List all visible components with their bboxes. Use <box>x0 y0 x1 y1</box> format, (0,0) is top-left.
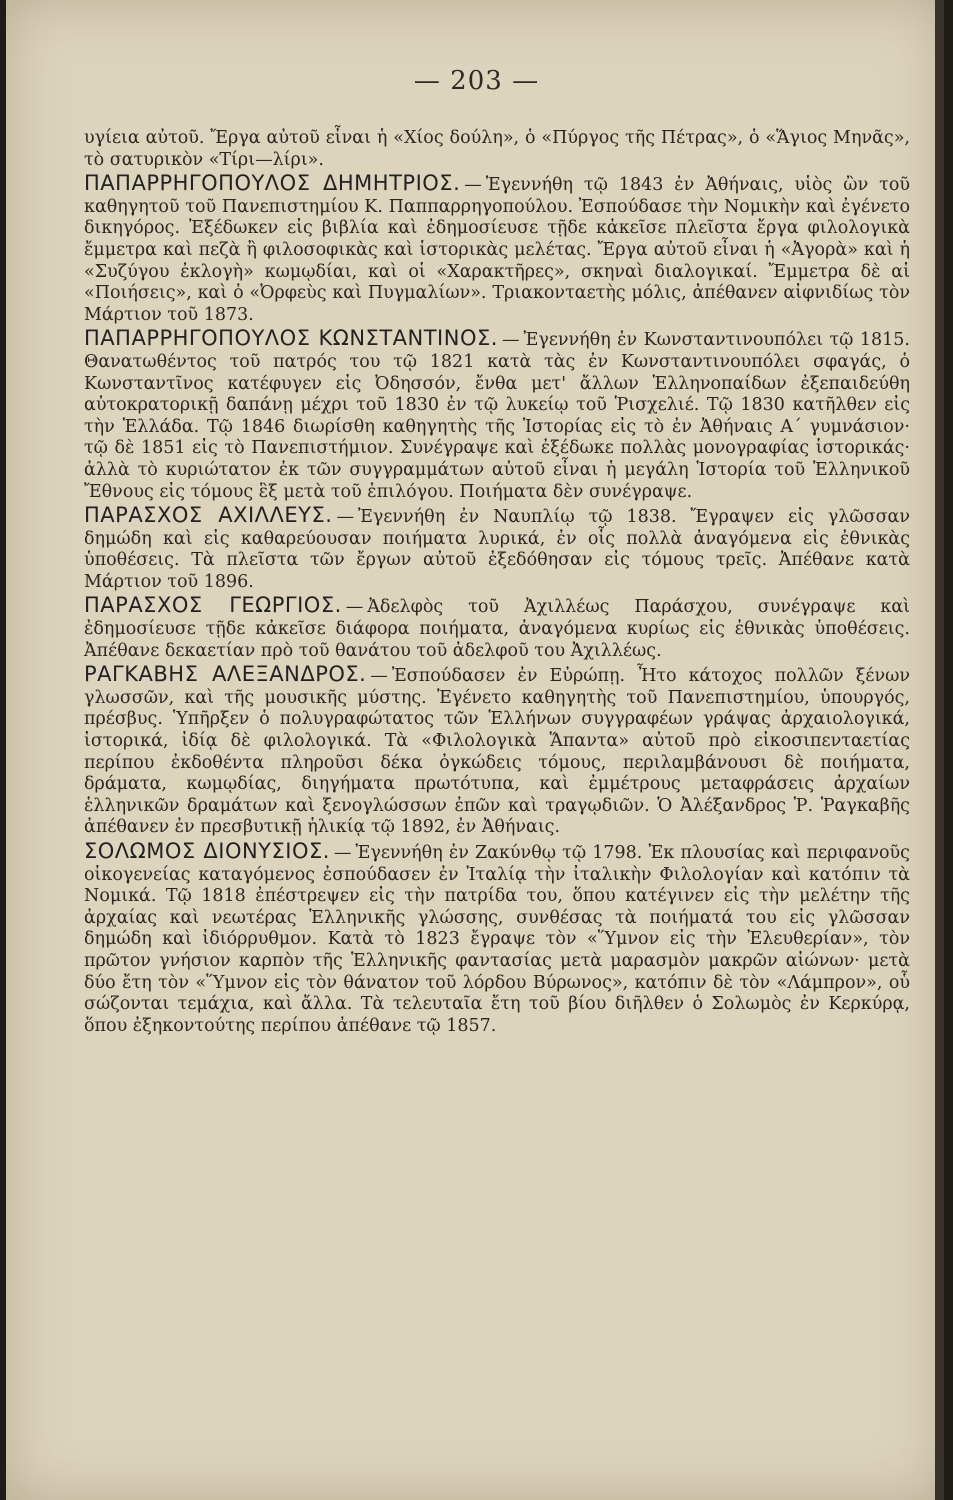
entry-text: Ἐγεννήθη τῷ 1843 ἐν Ἀθήναις, υἱὸς ὢν τοῦ καθηγητοῦ τοῦ Πανεπιστημίου Κ. Παππαρρηγοπούλου. Ἐσπούδασε τὴν Νομικὴν καὶ ἐγένετο δικηγόρος. Ἐξέδωκεν εἰς βιβλία καὶ ἐδημοσίευσε τῇδε κἀκεῖσε πλεῖστα ἔργα φιλολογικὰ ἔμμετρα καὶ πεζὰ ἢ φιλοσοφικὰς καὶ ἱστορικὰς μελέτας. Ἔργα αὐτοῦ εἶναι ἡ «Ἀγορὰ» καὶ ἡ «Συζύγου ἐκλογὴ» κωμῳδίαι, καὶ οἱ «Χαρακτῆρες», σκηναὶ διαλογικαί. Ἔμμετρα δὲ αἱ «Ποιήσεις», καὶ ὁ «Ὀρφεὺς καὶ Πυγμαλίων». Τριακονταετὴς μόλις, ἀπέθανεν αἰφνιδίως τὸν Μάρτιον τοῦ 1873. <box>84 175 910 325</box>
entry-headword: ΠΑΡΑΣΧΟΣ ΓΕΩΡΓΙΟΣ. <box>84 593 342 618</box>
entry-headword: ΠΑΠΑΡΡΗΓΟΠΟΥΛΟΣ ΚΩΝΣΤΑΝΤΙΝΟΣ. <box>84 326 498 351</box>
entry-text: Ἐσπούδασεν ἐν Εὐρώπῃ. Ἦτο κάτοχος πολλῶν ξένων γλωσσῶν, καὶ τῆς μουσικῆς μύστης. Ἐγένετο καθηγητὴς τοῦ Πανεπιστημίου, ὑπουργός, πρέσβυς. Ὑπῆρξεν ὁ πολυγραφώτατος τῶν Ἑλλήνων συγγραφέων γράψας ἀρχαιολογικά, ἱστορικά, ἰδίᾳ δὲ φιλολογικά. Τὰ «Φιλολογικὰ Ἅπαντα» αὐτοῦ πρὸ εἰκοσιπενταετίας περίπου ἐκδοθέντα πληροῦσι δέκα ὀγκώδεις τόμους, περιλαμβάνουσι δὲ ποιήματα, δράματα, κωμῳδίας, διηγήματα πρωτότυπα, καὶ ἐμμέτρους μεταφράσεις ἀρχαίων ἑλληνικῶν δραμάτων καὶ ξενογλώσσων ἐπῶν καὶ τραγῳδιῶν. Ὁ Ἀλέξανδρος Ῥ. Ῥαγκαβῆς ἀπέθανεν ἐν πρεσβυτικῇ ἡλικίᾳ τῷ 1892, ἐν Ἀθήναις. <box>84 666 911 838</box>
entry-text: Ἐγεννήθη ἐν Ναυπλίῳ τῷ 1838. Ἔγραψεν εἰς γλῶσσαν δημώδη καὶ εἰς καθαρεύουσαν ποιήματα λυρικά, ἐν οἷς πολλὰ ἀναγόμενα εἰς ἐθνικὰς ὑποθέσεις. Τὰ πλεῖστα τῶν ἔργων αὐτοῦ ἐξεδόθησαν εἰς τόμους τρεῖς. Ἀπέθανε κατὰ Μάρτιον τοῦ 1896. <box>84 507 911 592</box>
entry-headword: ΡΑΓΚΑΒΗΣ ΑΛΕΞΑΝΔΡΟΣ. <box>84 662 367 687</box>
entry-paraschos-georgios <box>84 595 910 662</box>
page-number: — 203 — <box>413 66 540 96</box>
intro-paragraph: υγίεια αὐτοῦ. Ἔργα αὐτοῦ εἶναι ἡ «Χίος δούλη», ὁ «Πύργος τῆς Πέτρας», ὁ «Ἅγιος Μηνᾶς», τὸ σατυρικὸν «Τίρι—λίρι». <box>84 128 910 170</box>
entry-paparrigopoulos-konstantinos <box>84 328 910 503</box>
entry-separator: — <box>464 175 482 196</box>
entry-text: Ἐγεννήθη ἐν Κωνσταντινουπόλει τῷ 1815. Θανατωθέντος τοῦ πατρός του τῷ 1821 κατὰ τὰς ἐν Κωνσταντινουπόλει σφαγάς, ὁ Κωνσταντῖνος κατέφυγεν εἰς Ὀδησσόν, ἔνθα μετ' ἄλλων Ἑλληνοπαίδων ἐξεπαιδεύθη αὐτοκρατορικῇ δαπάνῃ μέχρι τοῦ 1830 ἐν τῷ λυκείῳ τοῦ Ῥισχελιέ. Τῷ 1830 κατῆλθεν εἰς τὴν Ἑλλάδα. Τῷ 1846 διωρίσθη καθηγητὴς τῆς Ἱστορίας εἰς τὸ ἐν Ἀθήναις Α΄ γυμνάσιον· τῷ δὲ 1851 εἰς τὸ Πανεπιστήμιον. Συνέγραψε καὶ ἐξέδωκε πολλὰς μονογραφίας ἱστορικάς· ἀλλὰ τὸ κυριώτατον ἐκ τῶν συγγραμμάτων αὐτοῦ εἶναι ἡ μεγάλη Ἱστορία τοῦ Ἑλληνικοῦ Ἔθνους εἰς τόμους ἓξ μετὰ τοῦ ἐπιλόγου. Ποιήματα δὲν συνέγραψε. <box>84 330 910 502</box>
entry-paraschos-achilleus <box>84 505 910 593</box>
entry-solomos-dionysios <box>84 841 910 1037</box>
entry-separator: — <box>336 507 354 528</box>
entry-headword: ΠΑΡΑΣΧΟΣ ΑΧΙΛΛΕΥΣ. <box>84 503 333 528</box>
entry-separator: — <box>370 666 388 687</box>
entry-separator: — <box>345 597 364 618</box>
page-body <box>84 128 910 1037</box>
entry-headword: ΠΑΠΑΡΡΗΓΟΠΟΥΛΟΣ ΔΗΜΗΤΡΙΟΣ. <box>84 171 461 196</box>
entry-text: Ἐγεννήθη ἐν Ζακύνθῳ τῷ 1798. Ἐκ πλουσίας καὶ περιφανοῦς οἰκογενείας καταγόμενος ἐσπούδασεν ἐν Ἰταλίᾳ τὴν ἰταλικὴν Φιλολογίαν καὶ κατόπιν τὰ Νομικά. Τῷ 1818 ἐπέστρεψεν εἰς τὴν πατρίδα του, ὅπου κατέγινεν εἰς τὴν μελέτην τῆς ἀρχαίας καὶ νεωτέρας Ἑλληνικῆς γλώσσης, συνθέσας τὰ ποιήματά του εἰς γλῶσσαν δημώδη καὶ ἰδιόρρυθμον. Κατὰ τὸ 1823 ἔγραψε τὸν «Ὕμνον εἰς τὴν Ἐλευθερίαν», τὸν πρῶτον γνήσιον καρπὸν τῆς Ἑλληνικῆς φαντασίας μετὰ μαρασμὸν μακρῶν αἰώνων· μετὰ δύο ἔτη τὸν «Ὕμνον εἰς τὸν θάνατον τοῦ λόρδου Βύρωνος», κατόπιν δὲ τὸν «Λάμπρον», οὗ σώζονται τεμάχια, καὶ ἄλλα. Τὰ τελευταῖα ἔτη τοῦ βίου διῆλθεν ὁ Σολωμὸς ἐν Κερκύρᾳ, ὅπου ἐξηκοντούτης περίπου ἀπέθανε τῷ 1857. <box>84 843 910 1036</box>
entry-ragkavis-alexandros <box>84 664 910 839</box>
entry-text: Ἀδελφὸς τοῦ Ἀχιλλέως Παράσχου, συνέγραψε καὶ ἐδημοσίευσε τῇδε κἀκεῖσε διάφορα ποιήματα, ἀναγόμενα κυρίως εἰς ἐθνικὰς ὑποθέσεις. Ἀπέθανε δεκαετίαν πρὸ τοῦ θανάτου τοῦ ἀδελφοῦ του Ἀχιλλέως. <box>84 597 911 661</box>
book-binding-edge <box>935 0 944 1500</box>
entry-headword: ΣΟΛΩΜΟΣ ΔΙΟΝΥΣΙΟΣ. <box>84 839 330 863</box>
entry-paparrigopoulos-dimitrios <box>84 173 910 326</box>
entry-separator: — <box>333 843 352 863</box>
entry-separator: — <box>501 330 520 351</box>
